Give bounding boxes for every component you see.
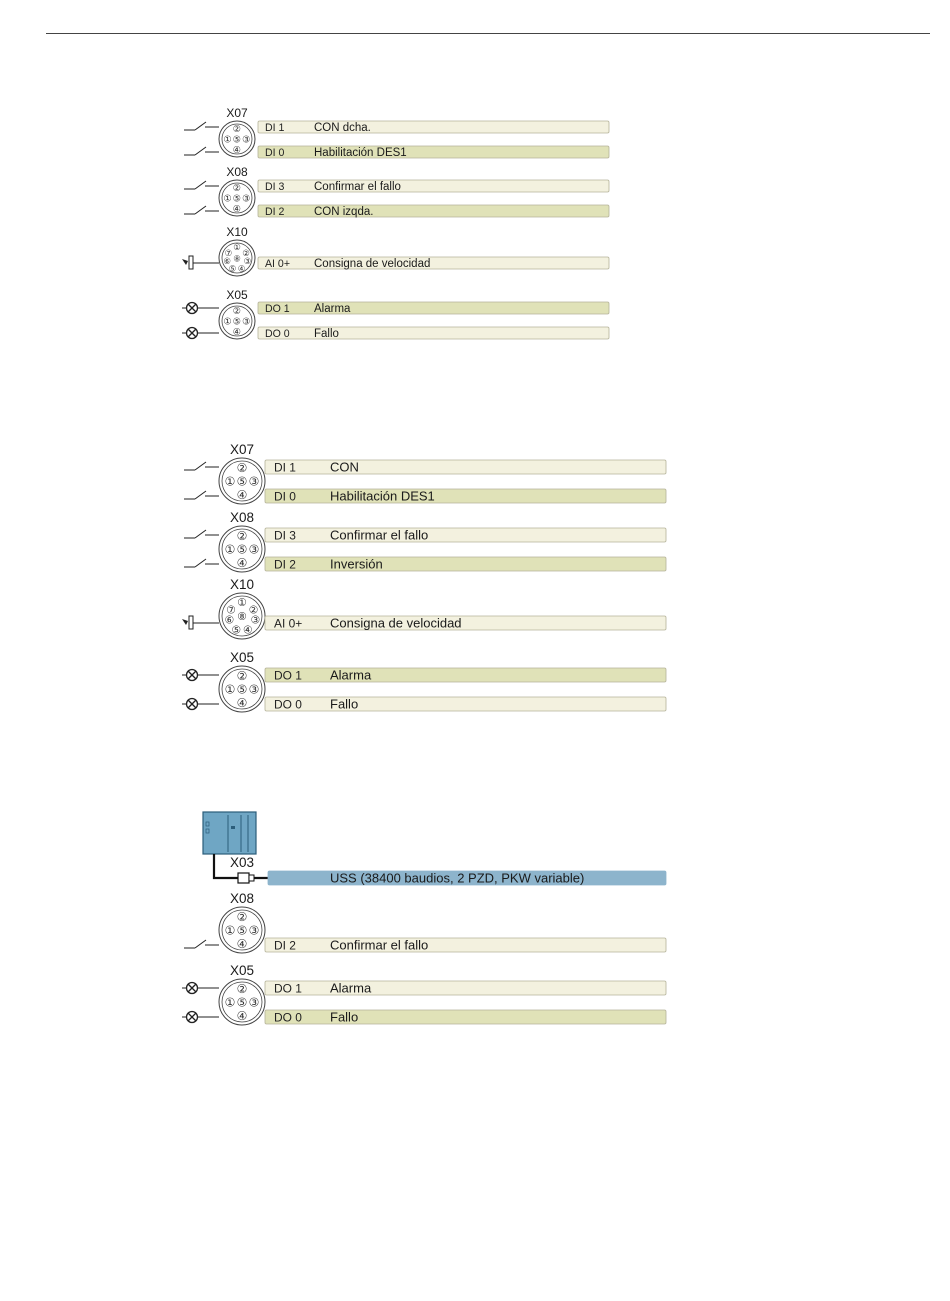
signal-description: Habilitación DES1	[330, 488, 435, 504]
svg-text:②: ②	[242, 247, 250, 258]
connector-label: X07	[229, 442, 255, 457]
connector-group-x07	[184, 442, 666, 504]
svg-text:①: ①	[224, 995, 236, 1010]
connector-group-x10	[182, 225, 609, 276]
terminal-row	[184, 205, 609, 218]
signal-bar	[258, 302, 609, 314]
signal-description: Confirmar el fallo	[330, 937, 429, 953]
svg-text:⑥: ⑥	[224, 613, 235, 627]
svg-text:①: ①	[224, 542, 236, 557]
pin-label: DI 0	[265, 147, 285, 160]
svg-text:⑤: ⑤	[236, 923, 248, 938]
connector-label: X03	[229, 855, 255, 870]
signal-description: Confirmar el fallo	[314, 181, 401, 194]
pin-label: AI 0+	[274, 616, 303, 631]
terminal-diagram-2	[182, 442, 666, 712]
svg-text:⑤: ⑤	[232, 193, 242, 205]
signal-description: Fallo	[330, 1009, 359, 1025]
signal-bar	[265, 981, 666, 995]
connector-label: X10	[226, 225, 248, 239]
svg-text:④: ④	[236, 487, 248, 502]
svg-text:⑤: ⑤	[232, 316, 242, 328]
svg-text:①: ①	[224, 923, 236, 938]
terminal-row	[184, 180, 609, 193]
svg-text:④: ④	[232, 144, 242, 156]
pin-label: DI 0	[274, 489, 296, 504]
svg-text:③: ③	[248, 542, 260, 557]
pin-label: DO 1	[265, 303, 290, 316]
signal-description: Inversión	[330, 556, 383, 572]
svg-text:③: ③	[248, 682, 260, 697]
svg-text:①: ①	[224, 682, 236, 697]
connector-label: X08	[226, 165, 248, 179]
signal-description: Alarma	[330, 667, 372, 683]
signal-bar	[265, 697, 666, 711]
connector-label: X05	[226, 288, 248, 302]
svg-text:⑤: ⑤	[236, 995, 248, 1010]
pin-label: DI 1	[274, 460, 296, 475]
signal-bar	[258, 205, 609, 217]
connector-group-x10	[182, 577, 666, 639]
terminal-row	[184, 146, 609, 159]
terminal-row	[184, 489, 666, 504]
terminal-diagram-1	[182, 106, 609, 340]
svg-text:②: ②	[236, 982, 248, 997]
svg-text:①: ①	[223, 316, 232, 328]
signal-description: USS (38400 baudios, 2 PZD, PKW variable)	[330, 870, 585, 886]
svg-text:⑤: ⑤	[232, 134, 242, 146]
rs485-plug-icon	[238, 873, 249, 883]
svg-text:⑥: ⑥	[223, 255, 231, 266]
svg-text:④: ④	[236, 1008, 248, 1023]
pin-label: DO 1	[274, 981, 302, 996]
connector-group-x05	[182, 963, 666, 1025]
svg-text:②: ②	[236, 669, 248, 684]
svg-text:③: ③	[242, 193, 251, 205]
svg-text:④: ④	[232, 203, 242, 215]
svg-text:④: ④	[236, 555, 248, 570]
signal-description: Consigna de velocidad	[314, 258, 431, 271]
svg-text:③: ③	[248, 995, 260, 1010]
signal-bar	[265, 557, 666, 571]
svg-text:②: ②	[236, 529, 248, 544]
terminal-row	[182, 327, 609, 340]
pin-label: DO 1	[274, 668, 302, 683]
svg-text:①: ①	[233, 242, 241, 253]
connector-group-x05	[182, 650, 666, 712]
signal-description: CON	[330, 459, 359, 475]
svg-text:③: ③	[242, 134, 251, 146]
signal-description: Habilitación DES1	[314, 147, 407, 160]
connector-group-x07	[184, 106, 609, 159]
signal-bar	[265, 1010, 666, 1024]
signal-description: Fallo	[330, 696, 359, 712]
connector-label: X08	[229, 891, 255, 906]
signal-bar	[265, 616, 666, 630]
signal-description: Fallo	[314, 328, 339, 341]
signal-bar	[265, 489, 666, 503]
svg-text:④: ④	[232, 326, 242, 338]
svg-text:②: ②	[236, 461, 248, 476]
svg-text:⑦: ⑦	[226, 603, 236, 617]
svg-text:②: ②	[232, 183, 242, 195]
signal-bar	[265, 668, 666, 682]
svg-text:①: ①	[223, 134, 232, 146]
connector-group-x08	[184, 165, 609, 218]
svg-text:④: ④	[242, 623, 253, 637]
svg-text:①: ①	[224, 474, 236, 489]
svg-text:③: ③	[250, 613, 261, 627]
signal-description: Alarma	[330, 980, 372, 996]
connector-group-x03	[203, 812, 666, 886]
svg-text:④: ④	[236, 695, 248, 710]
pin-label: DO 0	[274, 1010, 302, 1025]
svg-text:⑤: ⑤	[236, 474, 248, 489]
svg-text:⑤: ⑤	[236, 542, 248, 557]
svg-text:①: ①	[223, 193, 232, 205]
signal-bar	[258, 257, 609, 269]
pin-label: AI 0+	[265, 258, 290, 271]
pin-label: DI 2	[274, 938, 296, 953]
pin-label: DI 2	[265, 206, 285, 219]
svg-text:⑤: ⑤	[228, 263, 237, 274]
svg-text:④: ④	[236, 936, 248, 951]
connector-group-x08	[184, 891, 666, 953]
svg-text:③: ③	[248, 923, 260, 938]
pin-label: DO 0	[265, 328, 290, 341]
pin-label: DI 3	[274, 528, 296, 543]
terminal-row	[184, 121, 609, 134]
connector-group-x05	[182, 288, 609, 340]
signal-description: CON dcha.	[314, 122, 371, 135]
pin-label: DO 0	[274, 697, 302, 712]
signal-bar	[258, 180, 609, 192]
svg-text:②: ②	[248, 603, 259, 617]
svg-text:⑤: ⑤	[231, 623, 242, 637]
svg-text:③: ③	[242, 316, 251, 328]
pin-label: DI 1	[265, 122, 285, 135]
terminal-row	[268, 871, 666, 886]
svg-text:③: ③	[248, 474, 260, 489]
svg-text:④: ④	[237, 263, 246, 274]
svg-text:①: ①	[237, 595, 247, 609]
terminal-diagram-3	[182, 812, 666, 1025]
svg-text:②: ②	[232, 306, 242, 318]
svg-text:②: ②	[232, 124, 242, 136]
signal-description: Confirmar el fallo	[330, 527, 429, 543]
signal-bar	[258, 121, 609, 133]
connector-label: X10	[229, 577, 255, 592]
terminal-row	[184, 938, 666, 953]
terminal-row	[184, 557, 666, 572]
svg-text:⑤: ⑤	[236, 682, 248, 697]
signal-description: Alarma	[314, 303, 351, 316]
connector-label: X08	[229, 510, 255, 525]
svg-text:⑦: ⑦	[224, 247, 233, 258]
signal-bar	[265, 938, 666, 952]
svg-text:⑧: ⑧	[237, 610, 247, 624]
pin-label: DI 3	[265, 181, 285, 194]
connector-label: X07	[226, 106, 248, 120]
pin-label: DI 2	[274, 557, 296, 572]
signal-description: CON izqda.	[314, 206, 374, 219]
connector-label: X05	[229, 650, 255, 665]
signal-bar	[258, 327, 609, 339]
signal-bar	[265, 528, 666, 542]
signal-description: Consigna de velocidad	[330, 615, 462, 631]
connector-group-x08	[184, 510, 666, 572]
svg-text:②: ②	[236, 910, 248, 925]
signal-bar	[265, 460, 666, 474]
svg-text:⑧: ⑧	[233, 253, 241, 264]
connector-label: X05	[229, 963, 255, 978]
svg-text:③: ③	[243, 255, 252, 266]
signal-bar	[258, 146, 609, 158]
